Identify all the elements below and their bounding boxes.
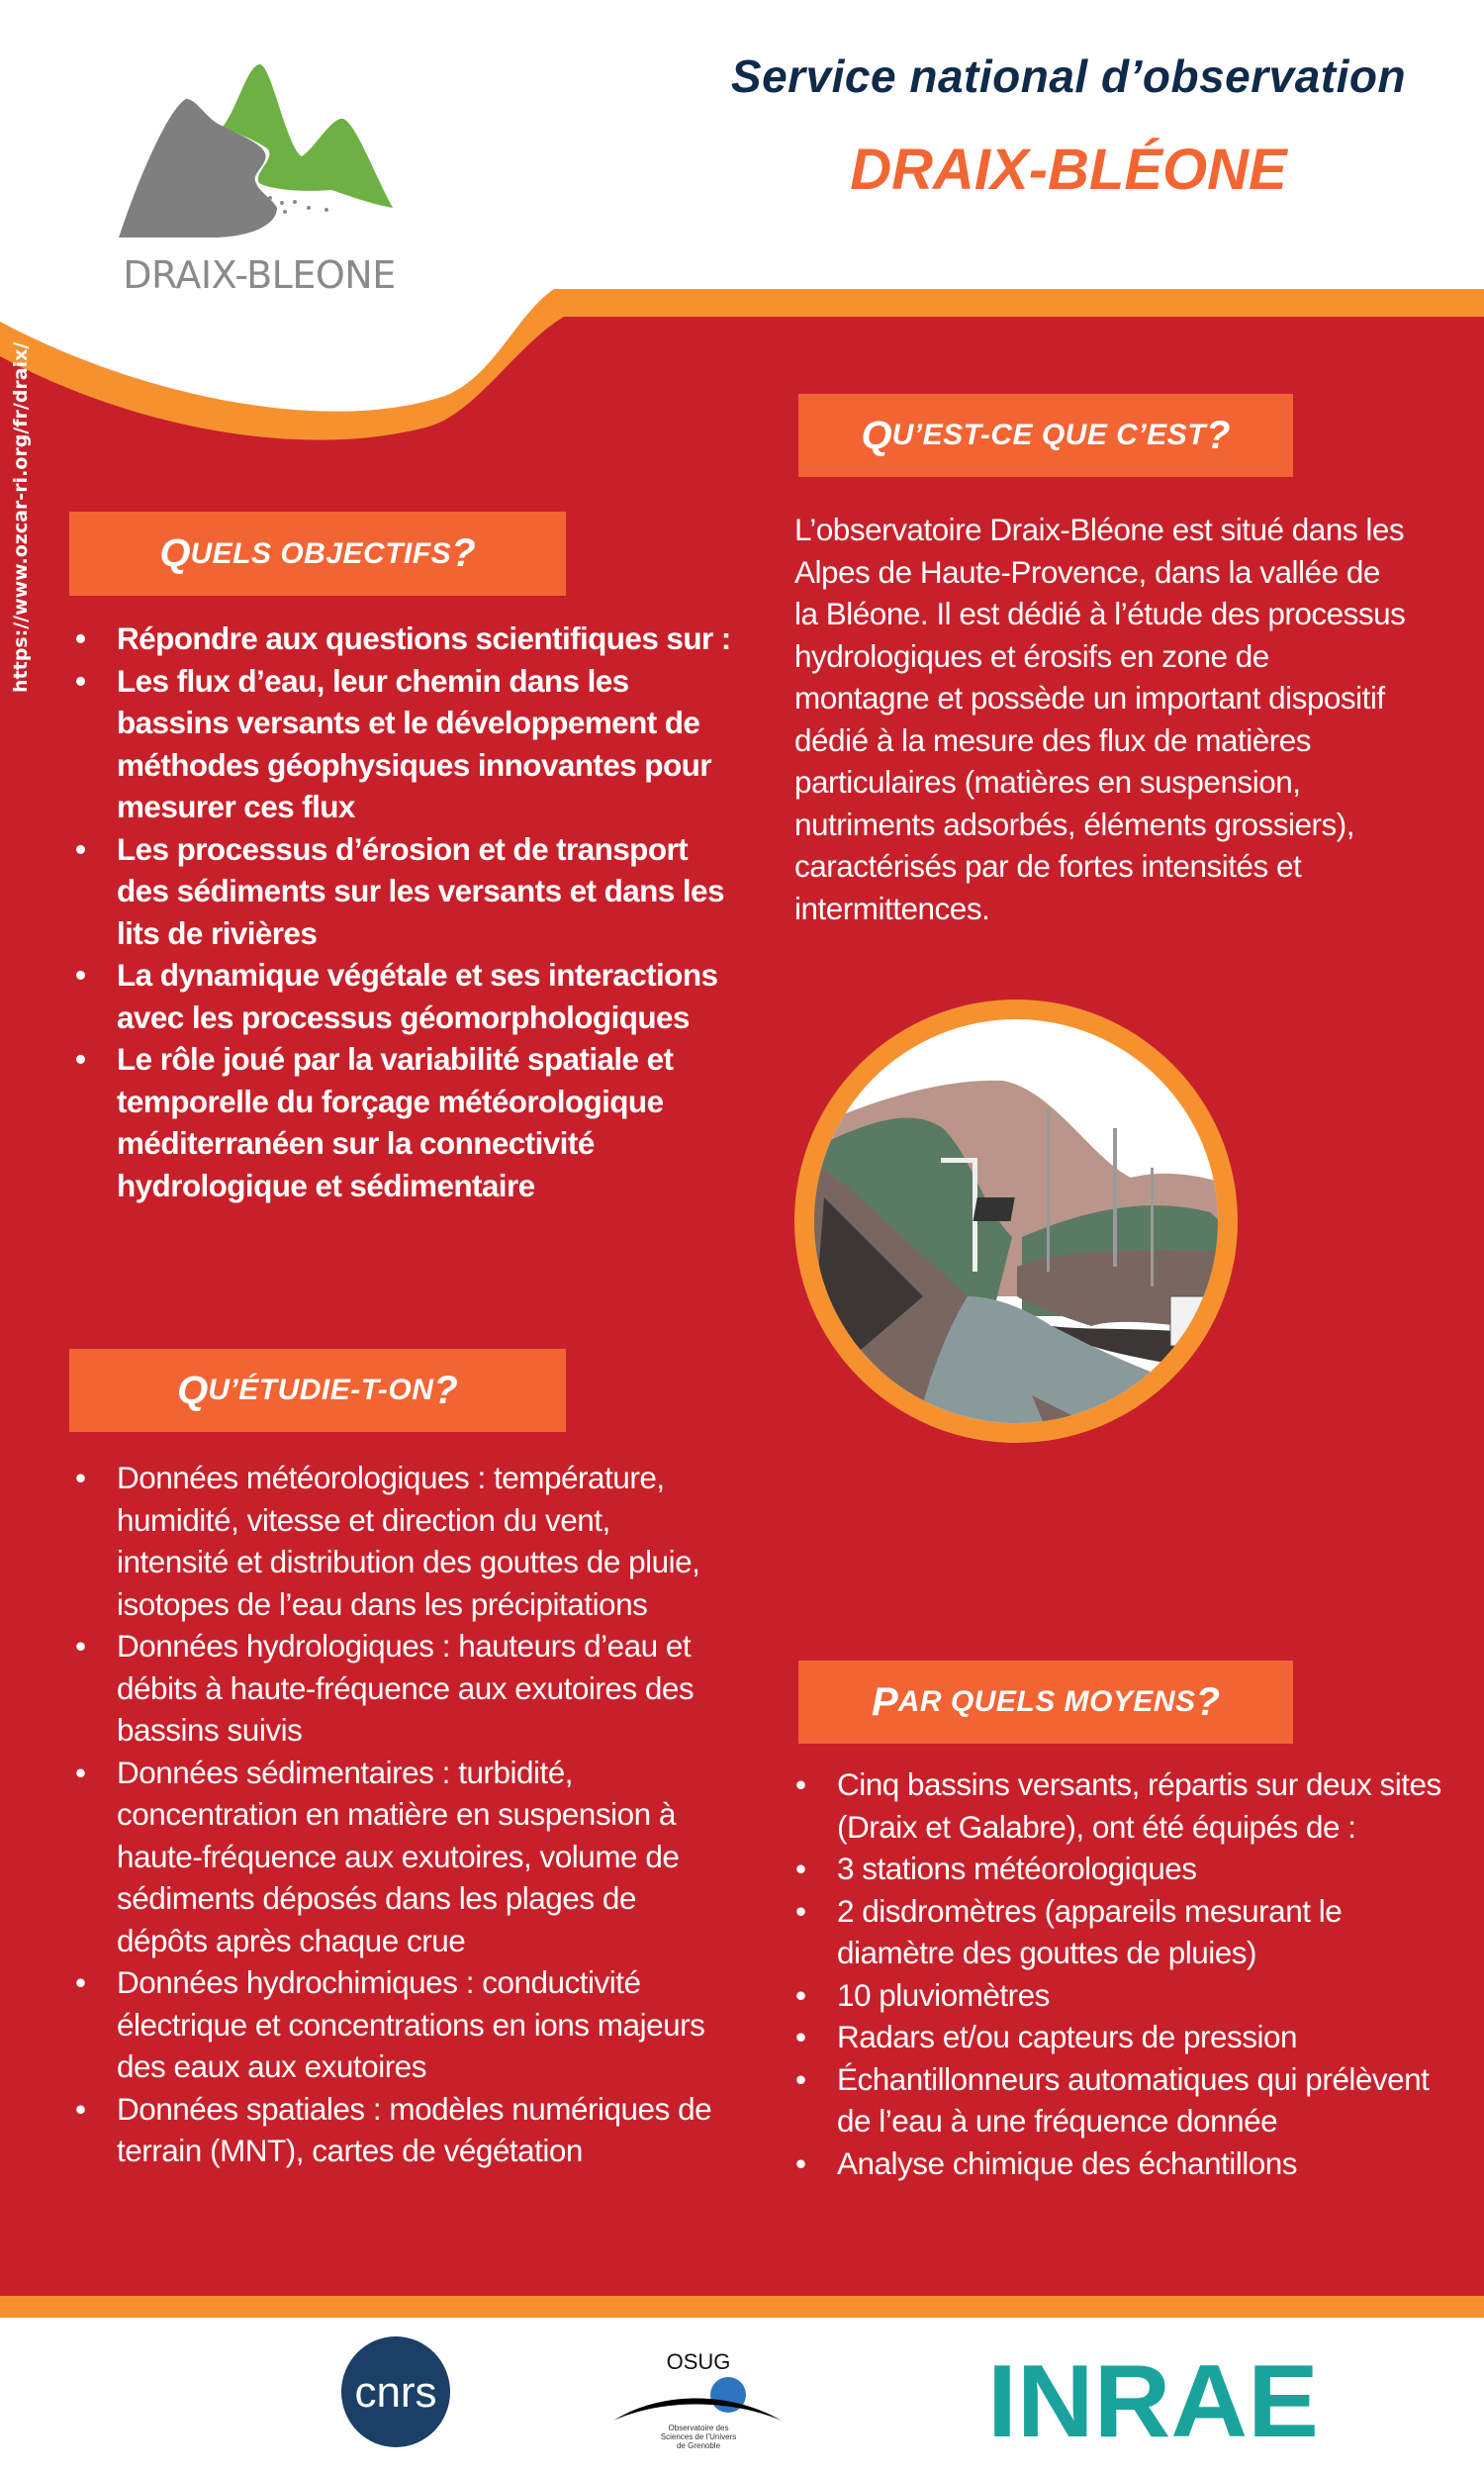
list-item: • Données sédimentaires : turbidité, concentration en matière en suspension à haute-fréquence aux exutoires, volume de sédiments déposés dans les plages de dépôts après chaque crue <box>71 1752 714 1962</box>
heading-objectifs <box>69 512 566 596</box>
cnrs-label: cnrs <box>354 2368 437 2417</box>
osug-sub-3: de Grenoble <box>676 2441 721 2450</box>
heading-mark: ? <box>451 531 476 575</box>
list-item: • 2 disdromètres (appareils mesurant le diamètre des gouttes de pluies) <box>791 1890 1444 1974</box>
etudie-list <box>71 1457 714 2172</box>
list-item: • Les processus d’érosion et de transport des sédiments sur les versants et dans les lits de rivières <box>71 828 744 955</box>
heading-initial: P <box>872 1679 898 1724</box>
wind-mast <box>1047 1108 1050 1272</box>
heading-etudie <box>69 1349 566 1432</box>
heading-rest: U’EST-CE QUE C’EST <box>891 419 1207 451</box>
osug-label: OSUG <box>666 2349 731 2374</box>
objectifs-list <box>71 618 744 1206</box>
sensor-mast <box>1151 1168 1154 1286</box>
heading-moyens <box>798 1661 1293 1744</box>
list-item: • Cinq bassins versants, répartis sur deux sites (Draix et Galabre), ont été équipés de : <box>791 1763 1444 1848</box>
inrae-logo[interactable] <box>987 2353 1324 2442</box>
solar-panel-icon <box>974 1197 1015 1221</box>
osug-logo[interactable] <box>611 2343 785 2450</box>
heading-initial: Q <box>159 531 191 575</box>
sediment-dots-icon <box>268 196 328 214</box>
list-item: • La dynamique végétale et ses interactions avec les processus géomorphologiques <box>71 954 744 1038</box>
list-item: • Analyse chimique des échantillons <box>791 2142 1444 2185</box>
heading-mark: ? <box>1195 1679 1220 1724</box>
list-item: • Répondre aux questions scientifiques sur : <box>71 618 744 660</box>
heading-mark: ? <box>1206 413 1231 457</box>
osug-sub-1: Observatoire des <box>668 2424 729 2432</box>
heading-initial: Q <box>861 413 892 457</box>
list-item: • Radars et/ou capteurs de pression <box>791 2016 1444 2058</box>
rain-gauge-mast <box>1113 1128 1117 1267</box>
inrae-label: INRAE <box>987 2353 1319 2442</box>
list-item: • Le rôle joué par la variabilité spatiale et temporelle du forçage météorologique méditerranéen sur la connectivité hydrologique et sédimentaire <box>71 1038 744 1206</box>
page-title: DRAIX-BLÉONE <box>850 138 1287 202</box>
station-arm <box>941 1158 977 1163</box>
list-item: • Données hydrochimiques : conductivité électrique et concentrations en ions majeurs des eaux aux exutoires <box>71 1961 714 2088</box>
page-subtitle: Service national d’observation <box>730 50 1407 102</box>
list-item: • Données hydrologiques : hauteurs d’eau et débits à haute-fréquence aux exutoires des bassins suivis <box>71 1625 714 1752</box>
heading-rest: U’ÉTUDIE-T-ON <box>208 1374 434 1406</box>
bottom-orange-band <box>0 2296 1484 2318</box>
observatory-illustration <box>794 999 1238 1443</box>
list-item: • 10 pluviomètres <box>791 1974 1444 2017</box>
intro-paragraph: L’observatoire Draix-Bléone est situé dans les Alpes de Haute-Provence, dans la vallée de la Bléone. Il est dédié à l’étude des processus hydrologiques et érosifs en zone de montagne et possède un important dispositif dédié à la mesure des flux de matières particulaires (matières en suspension, nutriments adsorbés, éléments grossiers), caractérisés par de fortes intensités et intermittences. <box>794 512 1406 926</box>
list-item: • Les flux d’eau, leur chemin dans les bassins versants et le développement de méthodes géophysiques innovantes pour mesurer ces flux <box>71 660 744 828</box>
osug-sub-2: Sciences de l’Univers <box>660 2432 737 2441</box>
heading-quest-ce <box>798 394 1293 477</box>
list-item: • Données spatiales : modèles numériques de terrain (MNT), cartes de végétation <box>71 2088 714 2172</box>
heading-initial: Q <box>177 1368 209 1412</box>
heading-rest: AR QUELS MOYENS <box>897 1685 1196 1718</box>
draix-bleone-logo <box>109 54 406 252</box>
cnrs-logo[interactable] <box>339 2335 453 2449</box>
heading-rest: UELS OBJECTIFS <box>190 536 452 570</box>
logo-text: DRAIX-BLEONE <box>123 253 396 297</box>
website-link[interactable]: https://www.ozcar-ri.org/fr/draix/ <box>10 341 32 693</box>
list-item: • Données météorologiques : température, humidité, vitesse et direction du vent, intensité et distribution des gouttes de pluie, isotopes de l’eau dans les précipitations <box>71 1457 714 1625</box>
list-item: • 3 stations météorologiques <box>791 1848 1444 1890</box>
heading-mark: ? <box>433 1368 458 1412</box>
moyens-list <box>791 1763 1444 2184</box>
list-item: • Échantillonneurs automatiques qui prélèvent de l’eau à une fréquence donnée <box>791 2058 1444 2142</box>
